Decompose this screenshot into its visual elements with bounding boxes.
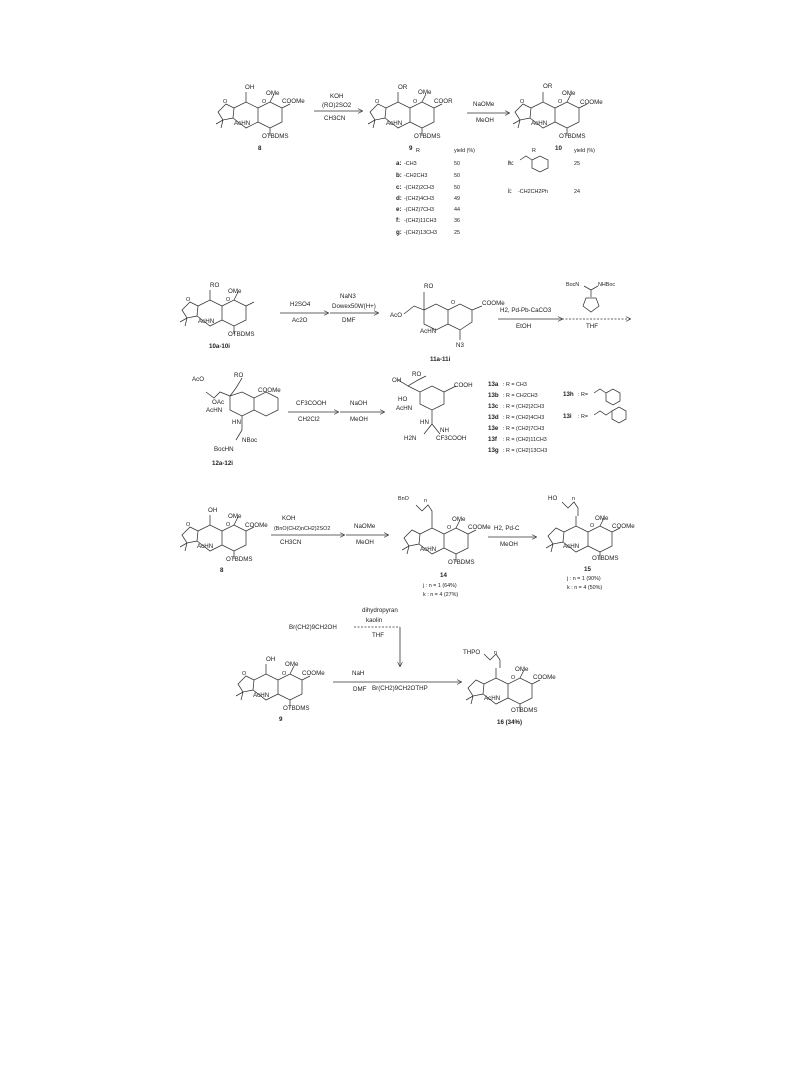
compound-9-oh: OH bbox=[266, 656, 276, 663]
compound-9-otbdms: OTBDMS bbox=[283, 705, 310, 712]
compound-14-o: O bbox=[447, 525, 452, 531]
compound-14-structure bbox=[398, 496, 491, 598]
svg-text:a:: a: bbox=[396, 160, 402, 167]
compound-12-bochn: BocHN bbox=[214, 446, 234, 453]
compound-13-h2n: H2N bbox=[404, 435, 417, 442]
compound-12-oac: OAc bbox=[212, 399, 225, 406]
list-item bbox=[488, 403, 544, 410]
intermediate-reagent: Br(CH2)9CH2OTHP bbox=[372, 685, 428, 692]
reagent: H2SO4 bbox=[290, 301, 311, 308]
compound-14-ome: OMe bbox=[452, 516, 466, 523]
table-row bbox=[508, 188, 580, 195]
compound-16-thpo: THPO bbox=[463, 649, 481, 656]
compound-14-yield-j: j : n = 1 (64%) bbox=[423, 583, 457, 589]
compound-10-ome: OMe bbox=[562, 90, 576, 97]
reagent: NaN3 bbox=[340, 293, 356, 300]
compound-10-structure bbox=[513, 83, 603, 152]
compound-10a-o1: O bbox=[186, 297, 191, 303]
table-header-yield: yield (%) bbox=[454, 148, 475, 154]
compound-15-ho: HO bbox=[548, 495, 558, 502]
svg-text:: R=: : R= bbox=[578, 414, 589, 420]
compound-12-ro: RO bbox=[234, 372, 244, 379]
svg-text:13e: 13e bbox=[488, 425, 499, 432]
table-row bbox=[396, 206, 460, 213]
reaction-arrow-2-5 bbox=[288, 400, 338, 423]
svg-text:: R = (CH2)13CH3: : R = (CH2)13CH3 bbox=[503, 448, 548, 454]
pyrazole-carboxamidine-structure bbox=[583, 286, 599, 312]
compound-13-cooh: COOH bbox=[454, 382, 473, 389]
compound-10a-label: 10a-10i bbox=[209, 343, 230, 350]
compound-10a-10i-structure bbox=[180, 282, 254, 350]
compound-12a-12i-structure bbox=[192, 372, 281, 467]
reagent: MeOH bbox=[500, 541, 518, 548]
svg-text:-CH2CH2Ph: -CH2CH2Ph bbox=[518, 189, 548, 195]
compound-9-o1: O bbox=[242, 671, 247, 677]
compound-16-otbdms: OTBDMS bbox=[511, 707, 538, 714]
table-row bbox=[396, 172, 460, 179]
compound-10-achn: AcHN bbox=[531, 120, 548, 127]
svg-text:g:: g: bbox=[396, 229, 402, 236]
reaction-arrow-1-1 bbox=[314, 93, 362, 122]
svg-text:49: 49 bbox=[454, 196, 460, 202]
reaction-arrow-2-2 bbox=[330, 293, 378, 324]
compound-8-otbdms: OTBDMS bbox=[262, 133, 289, 140]
compound-9-coor: COOR bbox=[434, 98, 453, 105]
compound-9-coome: COOMe bbox=[302, 670, 325, 677]
compound-10-otbdms: OTBDMS bbox=[559, 133, 586, 140]
reagent: (RO)2SO2 bbox=[322, 102, 352, 109]
compound-8-achn: AcHN bbox=[234, 120, 251, 127]
compound-9-o2: O bbox=[282, 671, 287, 677]
compound-8-otbdms: OTBDMS bbox=[226, 556, 253, 563]
compound-16-structure bbox=[463, 649, 556, 726]
svg-text:13a: 13a bbox=[488, 381, 499, 388]
compound-11-coome: COOMe bbox=[482, 300, 505, 307]
reaction-arrow-2-6 bbox=[340, 400, 384, 423]
yield-table-right bbox=[508, 148, 595, 195]
reagent: H2, Pd-Pb-CaCO3 bbox=[500, 307, 552, 314]
reagent: CH3CN bbox=[324, 115, 346, 122]
list-item bbox=[488, 414, 544, 421]
svg-text:24: 24 bbox=[574, 189, 580, 195]
reagent-bocn: BocN bbox=[566, 282, 580, 288]
reagent: (BnO(CH2)nCH2)2SO2 bbox=[274, 526, 331, 532]
svg-text:13i: 13i bbox=[563, 413, 572, 420]
reagent: NaOMe bbox=[473, 101, 495, 108]
reaction-arrow-2-4 bbox=[562, 282, 630, 330]
compound-10-coome: COOMe bbox=[580, 99, 603, 106]
compound-10-label: 10 bbox=[555, 145, 562, 152]
compound-13-structure bbox=[392, 371, 473, 442]
compound-15-o: O bbox=[590, 523, 595, 529]
compound-12-aco: AcO bbox=[192, 376, 205, 383]
compound-13-cf3cooh: CF3COOH bbox=[436, 435, 467, 442]
compound-8-structure bbox=[180, 507, 268, 574]
reagent: EtOH bbox=[516, 323, 532, 330]
compound-13-oh: OH bbox=[392, 377, 402, 384]
table-header-r: R bbox=[532, 148, 536, 154]
reagent: H2, Pd-C bbox=[494, 525, 520, 532]
compound-16-coome: COOMe bbox=[533, 674, 556, 681]
reagent: CH3CN bbox=[280, 539, 302, 546]
svg-text:-CH2CH3: -CH2CH3 bbox=[404, 173, 428, 179]
svg-text:-(CH2)11CH3: -(CH2)11CH3 bbox=[404, 218, 437, 224]
compound-10-or: OR bbox=[543, 83, 553, 90]
svg-text:13f: 13f bbox=[488, 436, 497, 443]
compound-15-label: 15 bbox=[584, 566, 591, 573]
compound-8-label: 8 bbox=[258, 145, 262, 152]
compound-9-achn: AcHN bbox=[253, 692, 270, 699]
table-row bbox=[396, 184, 460, 191]
reagent: MeOH bbox=[350, 416, 368, 423]
compound-12-label: 12a-12i bbox=[212, 460, 233, 467]
svg-text:i:: i: bbox=[508, 188, 512, 195]
reagent: NaH bbox=[352, 670, 365, 677]
compound-13-achn: AcHN bbox=[396, 405, 413, 412]
compound-8-ome: OMe bbox=[228, 513, 242, 520]
compound-11-o: O bbox=[451, 300, 456, 306]
compound-10a-ro: RO bbox=[210, 282, 220, 289]
list-item bbox=[563, 389, 620, 405]
compound-8-o1: O bbox=[223, 99, 228, 105]
svg-text:50: 50 bbox=[454, 185, 460, 191]
compound-14-label: 14 bbox=[440, 572, 447, 579]
reagent: Ac2O bbox=[292, 317, 308, 324]
svg-text:36: 36 bbox=[454, 218, 460, 224]
svg-text:: R = (CH2)7CH3: : R = (CH2)7CH3 bbox=[503, 426, 545, 432]
compound-14-yield-k: k : n = 4 (27%) bbox=[423, 592, 459, 598]
compound-8-o2: O bbox=[262, 99, 267, 105]
reagent: Dowex50W(H+) bbox=[332, 303, 376, 310]
compound-11a-11i-structure bbox=[390, 283, 505, 363]
scheme-1 bbox=[216, 83, 603, 236]
reaction-arrow-3-2 bbox=[346, 523, 388, 546]
compound-15-coome: COOMe bbox=[612, 523, 635, 530]
reagent: NaOMe bbox=[354, 523, 376, 530]
compound-8-ome: OMe bbox=[266, 90, 280, 97]
compound-8-coome: COOMe bbox=[282, 98, 305, 105]
compound-14-n: n bbox=[424, 498, 427, 504]
svg-text:h:: h: bbox=[508, 160, 514, 167]
table-row bbox=[396, 229, 460, 236]
compound-14-achn: AcHN bbox=[420, 546, 437, 553]
compound-12-coome: COOMe bbox=[258, 387, 281, 394]
yield-table-left bbox=[396, 148, 475, 236]
compound-11-n3: N3 bbox=[456, 342, 464, 349]
product-list-13 bbox=[488, 381, 547, 454]
compound-9-label: 9 bbox=[409, 145, 413, 152]
svg-text:b:: b: bbox=[396, 172, 402, 179]
svg-text:: R = CH3: : R = CH3 bbox=[503, 382, 527, 388]
compound-8-oh: OH bbox=[208, 507, 218, 514]
compound-8-o2: O bbox=[226, 522, 231, 528]
compound-9-structure bbox=[368, 84, 453, 152]
compound-10a-otbdms: OTBDMS bbox=[228, 331, 255, 338]
compound-15-structure bbox=[546, 495, 635, 591]
svg-text:13b: 13b bbox=[488, 392, 499, 399]
compound-12-nboc: NBoc bbox=[242, 437, 258, 444]
list-item bbox=[488, 436, 547, 443]
compound-16-n: n bbox=[494, 650, 497, 656]
compound-11-aco: AcO bbox=[390, 312, 403, 319]
reaction-arrow-3-1 bbox=[271, 515, 344, 546]
svg-text:f:: f: bbox=[396, 217, 401, 224]
svg-text:-(CH2)4CH3: -(CH2)4CH3 bbox=[404, 196, 434, 202]
compound-8-coome: COOMe bbox=[245, 522, 268, 529]
compound-15-n: n bbox=[572, 496, 575, 502]
compound-16-label: 16 (34%) bbox=[497, 719, 523, 726]
svg-text:e:: e: bbox=[396, 206, 402, 213]
compound-8-o1: O bbox=[186, 522, 191, 528]
reagent: DMF bbox=[342, 317, 356, 324]
svg-text:44: 44 bbox=[454, 207, 460, 213]
svg-text:-CH3: -CH3 bbox=[404, 161, 417, 167]
side-reagent: dihydropyran bbox=[362, 607, 398, 614]
reagent: CF3COOH bbox=[296, 400, 327, 407]
svg-text:25: 25 bbox=[574, 161, 580, 167]
table-row bbox=[396, 160, 460, 167]
compound-12-achn: AcHN bbox=[206, 407, 223, 414]
table-row bbox=[508, 156, 580, 172]
reaction-arrow-3-3 bbox=[488, 525, 536, 548]
scheme-2 bbox=[180, 282, 630, 467]
reagent-nhboc: NHBoc bbox=[598, 282, 616, 288]
compound-10-o1: O bbox=[520, 99, 525, 105]
compound-13-hn: HN bbox=[420, 419, 429, 426]
compound-9-ome: OMe bbox=[418, 89, 432, 96]
compound-12-hn: HN bbox=[232, 419, 241, 426]
reagent: KOH bbox=[282, 515, 296, 522]
compound-15-yield-j: j : n = 1 (90%) bbox=[567, 576, 601, 582]
reagent: MeOH bbox=[476, 117, 494, 124]
scheme-4 bbox=[236, 607, 556, 726]
compound-11-ro: RO bbox=[424, 283, 434, 290]
compound-15-otbdms: OTBDMS bbox=[592, 555, 619, 562]
compound-9-structure bbox=[236, 656, 325, 723]
compound-14-coome: COOMe bbox=[468, 524, 491, 531]
svg-text:c:: c: bbox=[396, 184, 402, 191]
svg-text:: R = (CH2)2CH3: : R = (CH2)2CH3 bbox=[503, 404, 545, 410]
svg-text:13g: 13g bbox=[488, 447, 499, 454]
compound-13-ro: RO bbox=[412, 371, 422, 378]
reagent: KOH bbox=[330, 93, 344, 100]
reaction-arrow-2-3 bbox=[498, 307, 562, 330]
compound-8-achn: AcHN bbox=[197, 543, 214, 550]
reaction-arrow-1-2 bbox=[467, 101, 509, 124]
svg-text:50: 50 bbox=[454, 173, 460, 179]
compound-15-yield-k: k : n = 4 (50%) bbox=[567, 585, 603, 591]
reagent: CH2Cl2 bbox=[298, 416, 320, 423]
svg-text:-(CH2)7CH3: -(CH2)7CH3 bbox=[404, 207, 434, 213]
list-item bbox=[488, 392, 538, 399]
compound-14-otbdms: OTBDMS bbox=[448, 559, 475, 566]
compound-15-achn: AcHN bbox=[563, 543, 580, 550]
svg-text:-(CH2)13CH3: -(CH2)13CH3 bbox=[404, 230, 437, 236]
svg-text:25: 25 bbox=[454, 230, 460, 236]
table-row bbox=[396, 217, 460, 224]
compound-13-nh: NH bbox=[440, 427, 449, 434]
compound-8-label: 8 bbox=[220, 567, 224, 574]
table-header-yield: yield (%) bbox=[574, 148, 595, 154]
compound-9-o2: O bbox=[413, 99, 418, 105]
compound-8-oh: OH bbox=[245, 84, 255, 91]
compound-13-ho: HO bbox=[398, 396, 408, 403]
list-item bbox=[563, 407, 626, 423]
compound-14-bno: BnO bbox=[398, 496, 409, 502]
compound-10a-ome: OMe bbox=[228, 288, 242, 295]
reaction-arrow-4-1 bbox=[333, 670, 461, 693]
reagent: THF bbox=[586, 323, 599, 330]
svg-text:50: 50 bbox=[454, 161, 460, 167]
reagent: NaOH bbox=[350, 400, 368, 407]
start-reagent: Br(CH2)9CH2OH bbox=[289, 624, 337, 631]
compound-16-ome: OMe bbox=[515, 666, 529, 673]
svg-text:13h: 13h bbox=[563, 391, 574, 398]
compound-8-structure bbox=[216, 84, 305, 152]
compound-9-label: 9 bbox=[279, 716, 283, 723]
table-header-r: R bbox=[416, 148, 420, 154]
compound-9-achn: AcHN bbox=[386, 120, 403, 127]
compound-9-o1: O bbox=[375, 99, 380, 105]
compound-11-label: 11a-11i bbox=[430, 356, 451, 363]
compound-9-ome: OMe bbox=[285, 661, 299, 668]
compound-16-achn: AcHN bbox=[484, 695, 501, 702]
svg-text:13c: 13c bbox=[488, 403, 499, 410]
scheme-3 bbox=[180, 495, 635, 598]
svg-text:-(CH2)2CH3: -(CH2)2CH3 bbox=[404, 185, 434, 191]
compound-10-o2: O bbox=[558, 99, 563, 105]
svg-text:d:: d: bbox=[396, 195, 402, 202]
compound-10a-achn: AcHN bbox=[198, 318, 215, 325]
compound-11-achn: AcHN bbox=[420, 328, 437, 335]
svg-text:: R=: : R= bbox=[578, 392, 589, 398]
svg-text:13d: 13d bbox=[488, 414, 499, 421]
reagent: DMF bbox=[353, 686, 367, 693]
product-list-13-right bbox=[563, 389, 626, 423]
list-item bbox=[488, 447, 547, 454]
reagent: MeOH bbox=[356, 539, 374, 546]
side-reagent: kaolin bbox=[366, 617, 383, 624]
svg-text:: R = (CH2)11CH3: : R = (CH2)11CH3 bbox=[503, 437, 547, 443]
compound-16-o: O bbox=[511, 675, 516, 681]
svg-text:: R = (CH2)4CH3: : R = (CH2)4CH3 bbox=[503, 415, 545, 421]
compound-9-or: OR bbox=[398, 84, 408, 91]
list-item bbox=[488, 381, 527, 388]
side-reagent: THF bbox=[372, 632, 385, 639]
cyclohexylmethyl-structure bbox=[520, 156, 548, 172]
svg-text:: R = CH2CH3: : R = CH2CH3 bbox=[503, 393, 538, 399]
reaction-arrow-2-1 bbox=[280, 301, 328, 324]
compound-15-ome: OMe bbox=[595, 515, 609, 522]
list-item bbox=[488, 425, 544, 432]
compound-9-otbdms: OTBDMS bbox=[414, 133, 441, 140]
compound-10a-o2: O bbox=[226, 297, 231, 303]
table-row bbox=[396, 195, 460, 202]
